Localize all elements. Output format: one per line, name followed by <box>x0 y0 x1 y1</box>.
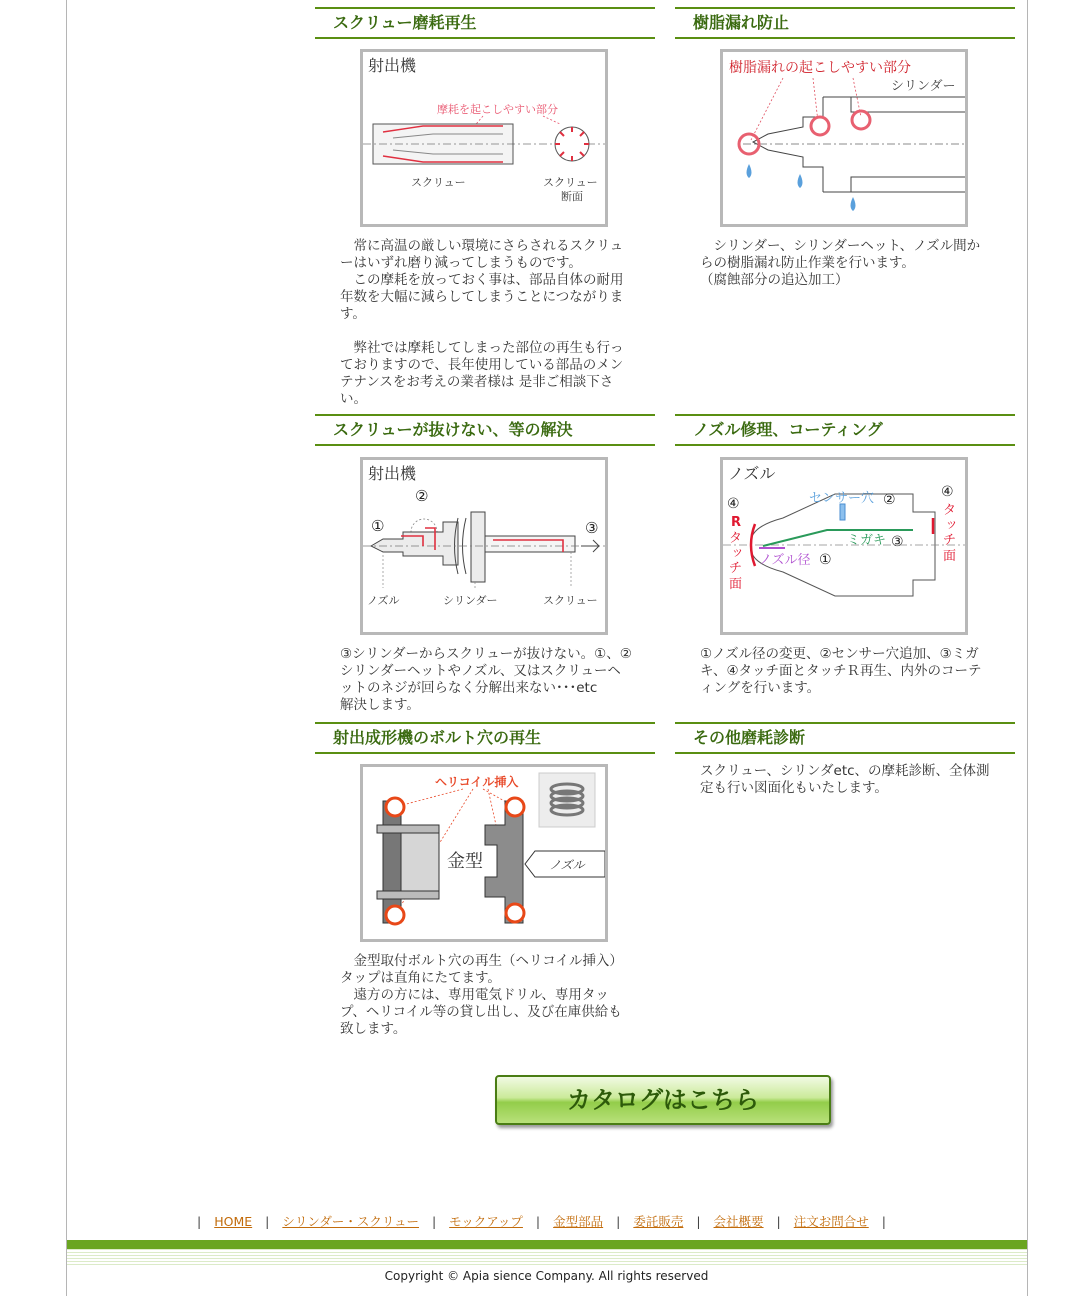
section-desc-bolt-hole <box>340 953 632 1038</box>
section-desc-wear-diagnosis <box>700 763 992 797</box>
copyright-text: Copyright © Apia sience Company. All rights reserved <box>384 1269 709 1283</box>
section-desc-resin-leak <box>700 238 992 289</box>
mold-label: 金型 <box>447 851 483 872</box>
section-desc-nozzle-repair <box>700 646 992 697</box>
polish-label: ミガキ <box>847 533 887 548</box>
sensor-label: センサー穴 <box>809 491 875 506</box>
screw-label-2: スクリュー <box>543 176 598 189</box>
section-title-resin-leak: 樹脂漏れ防止 <box>675 7 1015 39</box>
leak-label: 樹脂漏れの起こしやすい部分 <box>729 60 911 76</box>
footer-link-contact[interactable]: 注文お問合せ <box>793 1214 869 1229</box>
desc-paragraph: ①ノズル径の変更、②センサー穴追加、③ミガキ、④タッチ面とタッチＲ再生、内外のコーティングを行います。 <box>700 646 982 696</box>
section-title-screw-wear: スクリュー磨耗再生 <box>315 7 655 39</box>
nav-separator: | <box>776 1214 781 1229</box>
touch-char: タ <box>943 503 957 518</box>
touch-char: ッ <box>945 517 959 532</box>
screw-label: スクリュー <box>543 594 598 607</box>
touch-char: 面 <box>729 577 743 592</box>
screw-label: スクリュー <box>411 176 466 189</box>
figure-resin-leak <box>720 49 968 227</box>
figure-title: 射出機 <box>368 56 417 75</box>
figure-screw-stuck <box>360 457 608 635</box>
marker-3: ③ <box>891 534 904 550</box>
footer-link-mold-parts[interactable]: 金型部品 <box>553 1214 604 1229</box>
section-title-bolt-hole: 射出成形機のボルト穴の再生 <box>315 722 655 754</box>
footer-link-cylinder-screw[interactable]: シリンダー・スクリュー <box>282 1214 419 1229</box>
desc-paragraph: この摩耗を放っておく事は、部品自体の耐用年数を大幅に減らしてしまうことにつながります。 <box>340 272 624 322</box>
cylinder-label: シリンダー <box>443 594 498 607</box>
section-desc-screw-stuck <box>340 646 638 714</box>
diameter-label: ノズル径 <box>759 553 811 568</box>
nav-separator: | <box>197 1214 202 1229</box>
touch-char: チ <box>943 533 957 548</box>
section-title-wear-diagnosis: その他磨耗診断 <box>675 722 1015 754</box>
marker-4-left: ④ <box>727 496 740 512</box>
r-label: R <box>731 515 742 530</box>
figure-title: 射出機 <box>368 464 417 483</box>
nav-separator: | <box>616 1214 621 1229</box>
nav-separator: | <box>881 1214 886 1229</box>
footer-link-home[interactable]: HOME <box>214 1214 253 1229</box>
footer-green-fade <box>67 1249 1027 1267</box>
catalog-button[interactable]: カタログはこちら <box>495 1075 831 1125</box>
desc-paragraph: スクリュー、シリンダetc、の摩耗診断、全体測定も行い図面化もいたします。 <box>700 763 990 796</box>
figure-bolt-hole <box>360 764 608 942</box>
figure-title: ノズル <box>728 464 776 483</box>
nozzle-label: ノズル <box>549 858 585 872</box>
cylinder-label: シリンダー <box>891 79 956 94</box>
marker-1: ① <box>371 517 385 535</box>
nav-separator: | <box>265 1214 270 1229</box>
marker-1: ① <box>819 552 832 568</box>
figure-screw-wear <box>360 49 608 227</box>
desc-paragraph: （腐蝕部分の追込加工） <box>700 272 849 288</box>
section-title-screw-stuck: スクリューが抜けない、等の解決 <box>315 414 655 446</box>
nav-separator: | <box>535 1214 541 1229</box>
helicoil-label: ヘリコイル挿入 <box>435 775 519 789</box>
desc-paragraph: 金型取付ボルト穴の再生（ヘリコイル挿入）タップは直角にたてます。 <box>340 953 623 986</box>
footer-link-company[interactable]: 会社概要 <box>713 1214 764 1229</box>
touch-char: 面 <box>943 549 957 564</box>
footer-link-mockup[interactable]: モックアップ <box>449 1214 523 1229</box>
desc-paragraph: シリンダー、シリンダーヘット、ノズル間からの樹脂漏れ防止作業を行います。 <box>700 238 981 271</box>
desc-paragraph: 常に高温の厳しい環境にさらされるスクリューはいずれ磨り減ってしまうものです。 <box>340 238 624 271</box>
section-desc-screw-wear <box>340 238 632 408</box>
desc-paragraph: 遠方の方には、専用電気ドリル、専用タップ、ヘリコイル等の貸し出し、及び在庫供給も致します。 <box>340 987 622 1037</box>
touch-char: タ <box>729 531 743 546</box>
figure-nozzle-repair <box>720 457 968 635</box>
section-title-nozzle-repair: ノズル修理、コーティング <box>675 414 1015 446</box>
marker-2: ② <box>415 487 429 505</box>
marker-4-right: ④ <box>941 484 954 500</box>
section-label: 断面 <box>561 190 583 203</box>
touch-char: ッ <box>731 545 745 560</box>
desc-paragraph: ③シリンダーからスクリューが抜けない。①、②シリンダーヘットやノズル、又はスクリューヘットのネジが回らなく分解出来ない･･･etc 解決します。 <box>340 646 638 713</box>
marker-3: ③ <box>585 519 599 537</box>
wear-label: 摩耗を起こしやすい部分 <box>437 103 558 116</box>
nozzle-label: ノズル <box>367 594 400 607</box>
footer-nav <box>0 1212 1083 1230</box>
desc-paragraph: 弊社では摩耗してしまった部位の再生も行っておりますので、長年使用している部品のメンテナンスをお考えの業者様は 是非ご相談下さい。 <box>340 340 624 407</box>
footer-link-consignment[interactable]: 委託販売 <box>633 1214 684 1229</box>
nav-separator: | <box>696 1214 701 1229</box>
marker-2: ② <box>883 492 896 508</box>
touch-char: チ <box>729 561 743 576</box>
nav-separator: | <box>431 1214 437 1229</box>
footer-green-bar <box>67 1240 1027 1249</box>
